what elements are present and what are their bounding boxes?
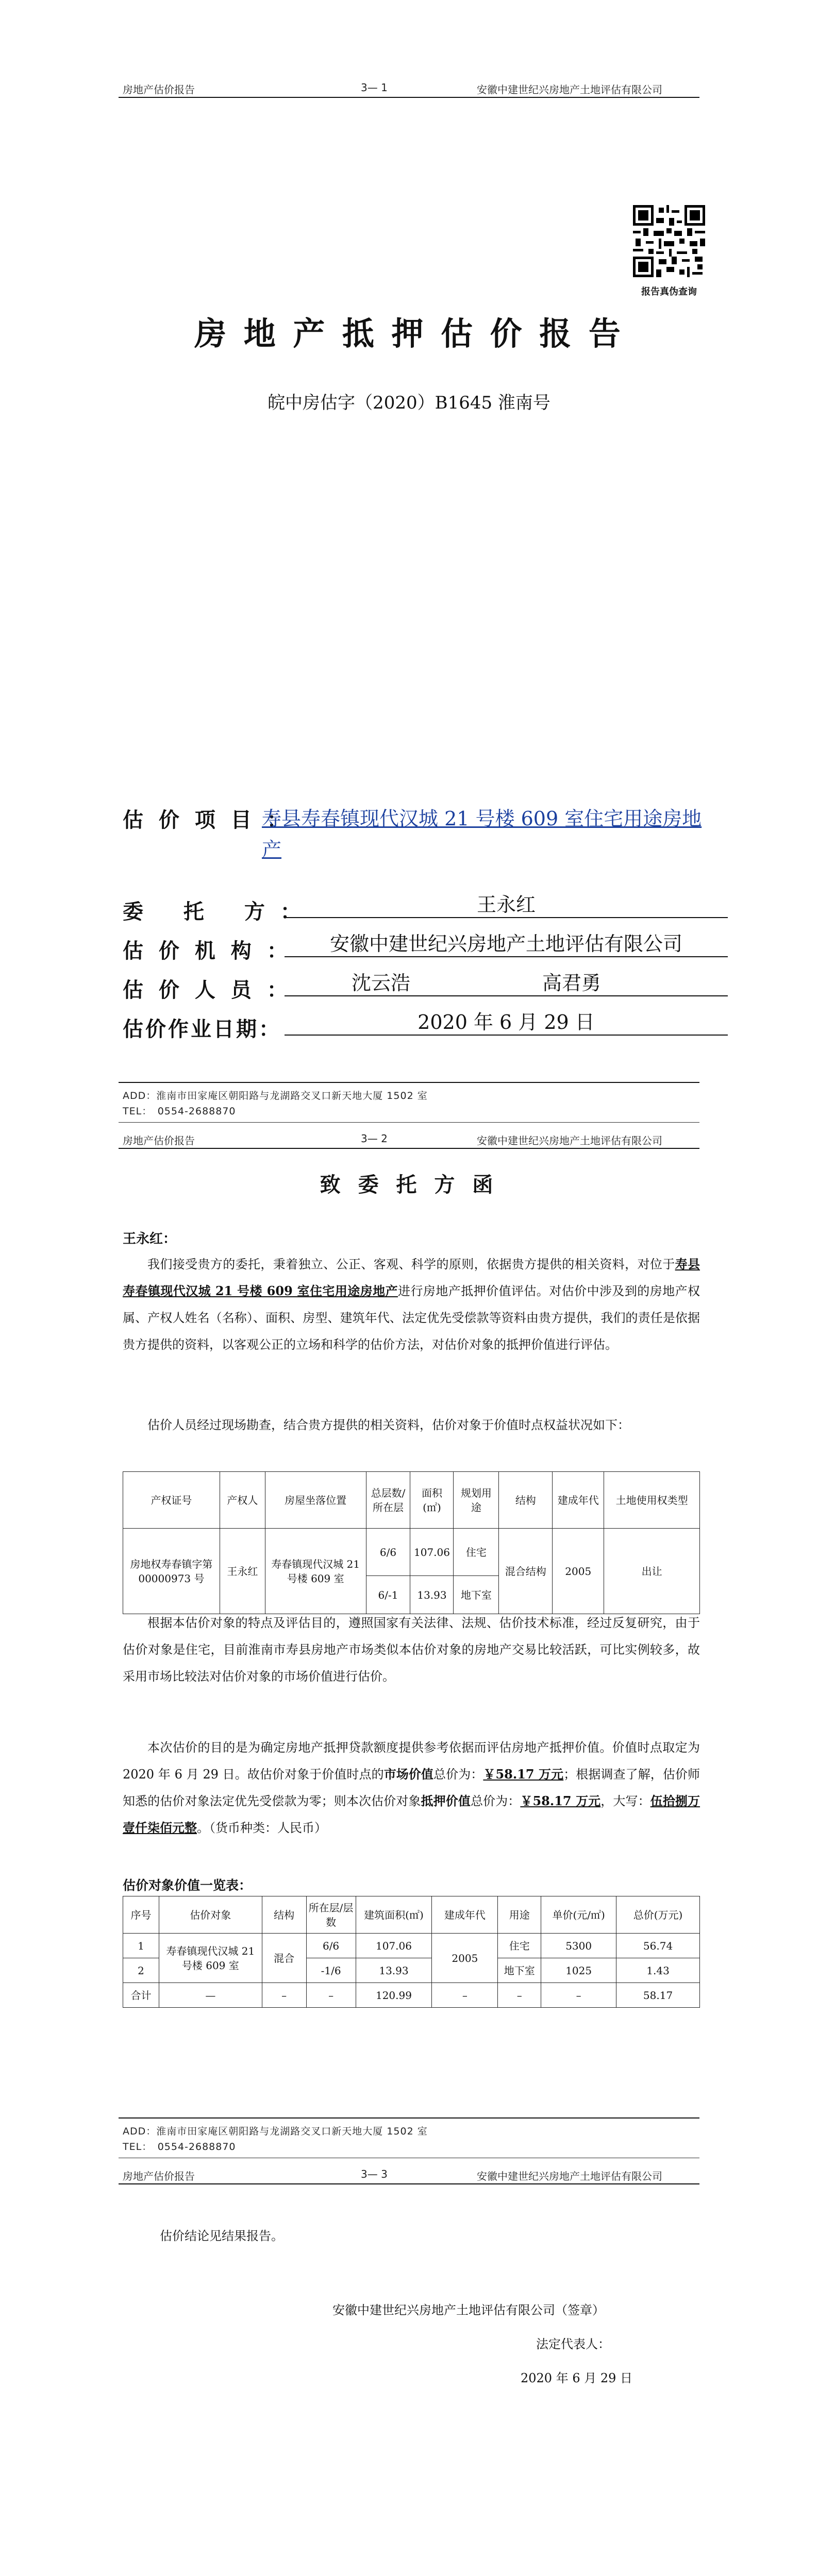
signature-representative: 法定代表人： — [536, 2337, 610, 2351]
agency-value: 安徽中建世纪兴房地产土地评估有限公司 — [285, 930, 728, 957]
date-value: 2020 年 6 月 29 日 — [285, 1009, 728, 1036]
table-cell-sum: – — [262, 1983, 306, 2008]
footer-address: ADD：淮南市田家庵区朝阳路与龙湖路交叉口新天地大厦 1502 室 — [123, 2126, 428, 2137]
table-header: 单价(元/㎡) — [541, 1896, 616, 1934]
table-cell: 107.06 — [356, 1934, 432, 1958]
table-cell: 6/6 — [306, 1934, 356, 1958]
table-cell-location: 寿春镇现代汉城 21 号楼 609 室 — [265, 1529, 366, 1614]
letter-paragraph-4: 本次估价的目的是为确定房地产抵押贷款额度提供参考依据而评估房地产抵押价值。价值时点取定为 2020 年 6 月 29 日。故估价对象于价值时点的市场价值总价为：￥58.17 万元；根据调查了解，估价师知悉的估价对象法定优先受偿款为零；则本次估价对象抵押价值总价为：￥58.17 万元，大写：伍拾捌万壹仟柒佰元整。（货币种类：人民币） — [123, 1740, 700, 1835]
table-cell-year: 2005 — [553, 1529, 604, 1614]
table-header: 结构 — [262, 1896, 306, 1934]
header-right: 安徽中建世纪兴房地产土地评估有限公司 — [477, 83, 662, 96]
table-cell-landtype: 出让 — [604, 1529, 700, 1614]
table-header: 规划用途 — [454, 1472, 499, 1529]
table-cell-structure: 混合 — [262, 1934, 306, 1983]
header-right: 安徽中建世纪兴房地产土地评估有限公司 — [477, 1134, 662, 1147]
appraiser-1: 沈云浩 — [352, 972, 411, 994]
table-cell-cert: 房地权寿春镇字第00000973 号 — [123, 1529, 220, 1614]
table-cell: 住宅 — [454, 1529, 499, 1576]
header-left: 房地产估价报告 — [123, 2170, 195, 2182]
table-header: 面积(㎡) — [410, 1472, 454, 1529]
table-cell-owner: 王永红 — [220, 1529, 265, 1614]
table-cell-structure: 混合结构 — [499, 1529, 553, 1614]
table-cell-sum: 合计 — [123, 1983, 159, 2008]
client-label: 委 托 方 ： — [123, 900, 305, 924]
appraiser-line — [285, 970, 728, 996]
table-cell-sum: – — [432, 1983, 498, 2008]
table-header: 产权人 — [220, 1472, 265, 1529]
table-cell: 13.93 — [410, 1576, 454, 1614]
date-label: 估价作业日期： — [123, 1017, 281, 1041]
table-cell: 5300 — [541, 1934, 616, 1958]
property-name: 寿县寿春镇现代汉城 21 号楼 609 室住宅用途房地产 — [123, 1257, 700, 1298]
table-cell: 2 — [123, 1958, 159, 1983]
table-cell-sum: – — [306, 1983, 356, 2008]
salutation: 王永红： — [123, 1231, 177, 1247]
property-status-table — [123, 1471, 700, 1614]
table-cell: 107.06 — [410, 1529, 454, 1576]
table-header: 建成年代 — [553, 1472, 604, 1529]
table-cell: 6/6 — [366, 1529, 410, 1576]
table-cell: 地下室 — [498, 1958, 541, 1983]
table-header: 所在层/层数 — [306, 1896, 356, 1934]
header-rule — [119, 97, 699, 98]
footer-tel: TEL： 0554-2688870 — [123, 1106, 236, 1117]
table-cell: 地下室 — [454, 1576, 499, 1614]
table-cell-sum: – — [498, 1983, 541, 2008]
mortgage-value-words: 伍拾捌万壹仟柒佰元整 — [123, 1793, 700, 1835]
report-title: 房 地 产 抵 押 估 价 报 告 — [194, 315, 624, 352]
table-header: 建成年代 — [432, 1896, 498, 1934]
appraiser-2: 高君勇 — [542, 972, 602, 994]
agency-label: 估 价 机 构 ： — [123, 939, 292, 963]
table-cell: -1/6 — [306, 1958, 356, 1983]
page-separator — [119, 1122, 699, 1123]
letter-paragraph-3: 根据本估价对象的特点及评估目的，遵照国家有关法律、法规、估价技术标准，经过反复研究，由于估价对象是住宅，目前淮南市寿县房地产市场类似本估价对象的房地产交易比较活跃，可比实例较多，故采用市场比较法对估价对象的市场价值进行估价。 — [123, 1616, 700, 1684]
footer-rule — [119, 2117, 699, 2119]
header-rule — [119, 2183, 699, 2184]
signature-company: 安徽中建世纪兴房地产土地评估有限公司（签章） — [332, 2303, 605, 2317]
header-page-number: 3— 3 — [361, 2168, 388, 2180]
header-left: 房地产估价报告 — [123, 1134, 195, 1147]
table-cell-sum: 58.17 — [616, 1983, 700, 2008]
table-cell: 56.74 — [616, 1934, 700, 1958]
qr-code-icon[interactable] — [633, 205, 705, 277]
table-cell: 13.93 — [356, 1958, 432, 1983]
qr-caption: 报告真伪查询 — [641, 286, 697, 297]
value-table-title: 估价对象价值一览表： — [123, 1878, 252, 1893]
project-label: 估 价 项 目 ： — [123, 808, 292, 832]
letter-title: 致 委 托 方 函 — [320, 1173, 498, 1197]
header-page-number: 3— 1 — [361, 81, 388, 94]
letter-paragraph-1: 我们接受贵方的委托，秉着独立、公正、客观、科学的原则，依据贵方提供的相关资料，对位于寿县寿春镇现代汉城 21 号楼 609 室住宅用途房地产进行房地产抵押价值评估。对估价中涉及到的房地产权属、产权人姓名（名称）、面积、房型、建筑年代、法定优先受偿款等资料由贵方提供，我们的责任是依据贵方提供的资料，以客观公正的立场和科学的估价方法，对估价对象的抵押价值进行评估。 — [123, 1257, 700, 1352]
table-cell-sum: – — [541, 1983, 616, 2008]
table-header: 产权证号 — [123, 1472, 220, 1529]
table-cell: 6/-1 — [366, 1576, 410, 1614]
header-left: 房地产估价报告 — [123, 83, 195, 96]
header-rule — [119, 1148, 699, 1149]
table-cell: 1 — [123, 1934, 159, 1958]
conclusion-text: 估价结论见结果报告。 — [160, 2229, 283, 2243]
table-header: 房屋坐落位置 — [265, 1472, 366, 1529]
table-header: 结构 — [499, 1472, 553, 1529]
footer-tel: TEL： 0554-2688870 — [123, 2141, 236, 2153]
mortgage-value: ￥58.17 万元 — [520, 1793, 601, 1808]
table-cell-sum: 120.99 — [356, 1983, 432, 2008]
table-header: 估价对象 — [159, 1896, 262, 1934]
appraiser-label: 估 价 人 员 ： — [123, 978, 292, 1002]
table-cell-object: 寿春镇现代汉城 21 号楼 609 室 — [159, 1934, 262, 1983]
footer-rule — [119, 1082, 699, 1083]
table-cell-sum: — — [159, 1983, 262, 2008]
table-header: 建筑面积(㎡) — [356, 1896, 432, 1934]
header-page-number: 3— 2 — [361, 1132, 388, 1145]
report-number: 皖中房估字（2020）B1645 淮南号 — [268, 393, 550, 413]
table-header: 总价(万元) — [616, 1896, 700, 1934]
header-right: 安徽中建世纪兴房地产土地评估有限公司 — [477, 2170, 662, 2182]
table-header: 总层数/所在层 — [366, 1472, 410, 1529]
project-value: 寿县寿春镇现代汉城 21 号楼 609 室住宅用途房地 — [262, 807, 702, 830]
footer-address: ADD：淮南市田家庵区朝阳路与龙湖路交叉口新天地大厦 1502 室 — [123, 1090, 428, 1101]
table-cell: 住宅 — [498, 1934, 541, 1958]
table-cell: 1.43 — [616, 1958, 700, 1983]
value-summary-table — [123, 1896, 700, 2008]
project-value-line2: 产 — [262, 838, 282, 861]
market-value: ￥58.17 万元 — [483, 1767, 564, 1782]
table-cell-year: 2005 — [432, 1934, 498, 1983]
table-cell: 1025 — [541, 1958, 616, 1983]
client-value: 王永红 — [285, 891, 728, 918]
table-header: 用途 — [498, 1896, 541, 1934]
letter-paragraph-2: 估价人员经过现场勘查，结合贵方提供的相关资料，估价对象于价值时点权益状况如下： — [147, 1418, 630, 1432]
signature-date: 2020 年 6 月 29 日 — [521, 2371, 633, 2385]
table-header: 土地使用权类型 — [604, 1472, 700, 1529]
table-header: 序号 — [123, 1896, 159, 1934]
